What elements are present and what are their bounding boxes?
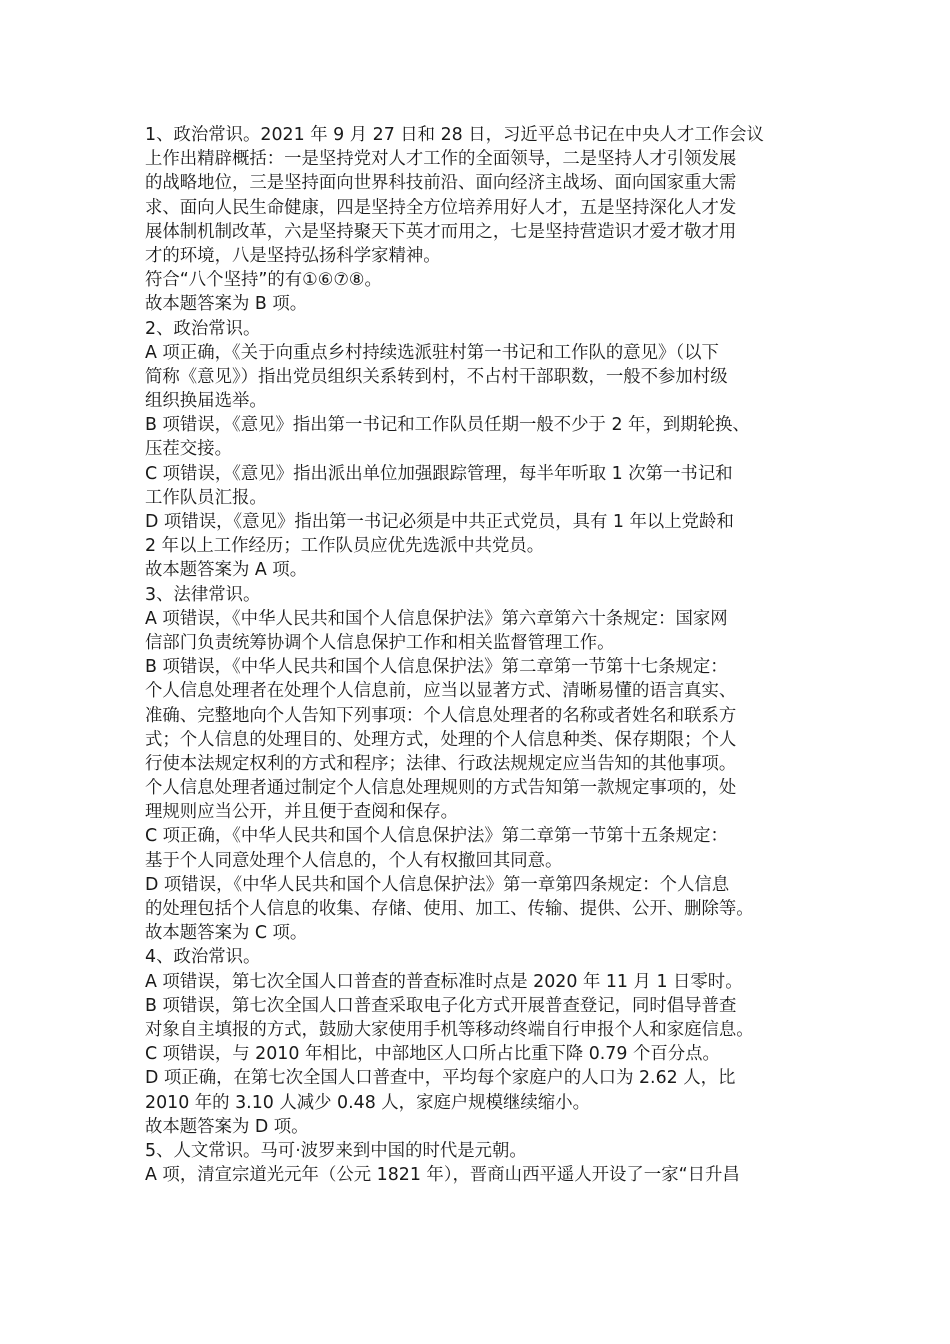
answer-line: 故本题答案为 B 项。 [145, 294, 308, 315]
answer-explanation-text [145, 123, 825, 1187]
text-line: 信部门负责统筹协调个人信息保护工作和相关监督管理工作。 [145, 632, 615, 653]
text-line: C 项错误，《意见》指出派出单位加强跟踪管理，每半年听取 1 次第一书记和 [145, 463, 733, 484]
text-line: A 项错误，第七次全国人口普查的普查标准时点是 2020 年 11 月 1 日零时。 [145, 971, 743, 992]
question-heading: 5、人文常识。马可·波罗来到中国的时代是元朝。 [145, 1140, 527, 1161]
text-line: 行使本法规定权利的方式和程序；法律、行政法规规定应当告知的其他事项。 [145, 753, 737, 774]
text-line: 基于个人同意处理个人信息的，个人有权撤回其同意。 [145, 850, 563, 871]
text-line: 式；个人信息的处理目的、处理方式，处理的个人信息种类、保存期限；个人 [145, 729, 737, 750]
text-line: 的处理包括个人信息的收集、存储、使用、加工、传输、提供、公开、删除等。 [145, 899, 754, 919]
text-line: 个人信息处理者通过制定个人信息处理规则的方式告知第一款规定事项的，处 [145, 778, 737, 799]
answer-line: 故本题答案为 D 项。 [145, 1116, 309, 1137]
text-line: A 项正确，《关于向重点乡村持续选派驻村第一书记和工作队的意见》（以下 [145, 342, 719, 363]
text-line: 求、面向人民生命健康，四是坚持全方位培养用好人才，五是坚持深化人才发 [145, 197, 737, 218]
text-line: 符合“八个坚持”的有①⑥⑦⑧。 [145, 270, 382, 291]
question-heading: 3、法律常识。 [145, 584, 261, 605]
text-line: C 项正确，《中华人民共和国个人信息保护法》第二章第一节第十五条规定： [145, 826, 728, 847]
text-line: 上作出精辟概括：一是坚持党对人才工作的全面领导，二是坚持人才引领发展 [145, 149, 737, 170]
text-line: 展体制机制改革，六是坚持聚天下英才而用之，七是坚持营造识才爱才敬才用 [145, 221, 737, 242]
text-line: 对象自主填报的方式，鼓励大家使用手机等移动终端自行申报个人和家庭信息。 [145, 1019, 754, 1040]
answer-line: 故本题答案为 A 项。 [145, 560, 308, 581]
text-line: 组织换届选举。 [145, 391, 267, 412]
text-line: 1、政治常识。2021 年 9 月 27 日和 28 日，习近平总书记在中央人才工作会议 [145, 125, 764, 145]
text-line: 2 年以上工作经历；工作队员应优先选派中共党员。 [145, 536, 545, 557]
answer-line: 故本题答案为 C 项。 [145, 923, 308, 944]
text-line: D 项错误，《中华人民共和国个人信息保护法》第一章第四条规定：个人信息 [145, 874, 730, 895]
text-line: 个人信息处理者在处理个人信息前，应当以显著方式、清晰易懂的语言真实、 [145, 681, 737, 702]
text-line: 2010 年的 3.10 人减少 0.48 人，家庭户规模继续缩小。 [145, 1092, 590, 1113]
text-line: A 项错误，《中华人民共和国个人信息保护法》第六章第六十条规定：国家网 [145, 608, 728, 629]
text-line: 压茬交接。 [145, 439, 232, 460]
text-line: 的战略地位，三是坚持面向世界科技前沿、面向经济主战场、面向国家重大需 [145, 173, 737, 194]
text-line: C 项错误，与 2010 年相比，中部地区人口所占比重下降 0.79 个百分点。 [145, 1044, 720, 1065]
text-line: 才的环境，八是坚持弘扬科学家精神。 [145, 245, 441, 266]
text-line: D 项错误，《意见》指出第一书记必须是中共正式党员，具有 1 年以上党龄和 [145, 512, 734, 532]
question-heading: 2、政治常识。 [145, 318, 261, 339]
text-line: D 项正确，在第七次全国人口普查中，平均每个家庭户的人口为 2.62 人，比 [145, 1068, 736, 1089]
text-line: B 项错误，《意见》指出第一书记和工作队员任期一般不少于 2 年，到期轮换、 [145, 415, 750, 436]
text-line: B 项错误，第七次全国人口普查采取电子化方式开展普查登记，同时倡导普查 [145, 995, 737, 1016]
text-line: 工作队员汇报。 [145, 487, 267, 508]
text-line: 简称《意见》）指出党员组织关系转到村，不占村干部职数，一般不参加村级 [145, 366, 728, 387]
question-heading: 4、政治常识。 [145, 947, 261, 968]
text-line: 准确、完整地向个人告知下列事项：个人信息处理者的名称或者姓名和联系方 [145, 705, 737, 726]
text-line: B 项错误，《中华人民共和国个人信息保护法》第二章第一节第十七条规定： [145, 657, 728, 678]
text-line: A 项，清宣宗道光元年（公元 1821 年），晋商山西平遥人开设了一家“日升昌 [145, 1165, 740, 1186]
text-line: 理规则应当公开，并且便于查阅和保存。 [145, 802, 459, 823]
